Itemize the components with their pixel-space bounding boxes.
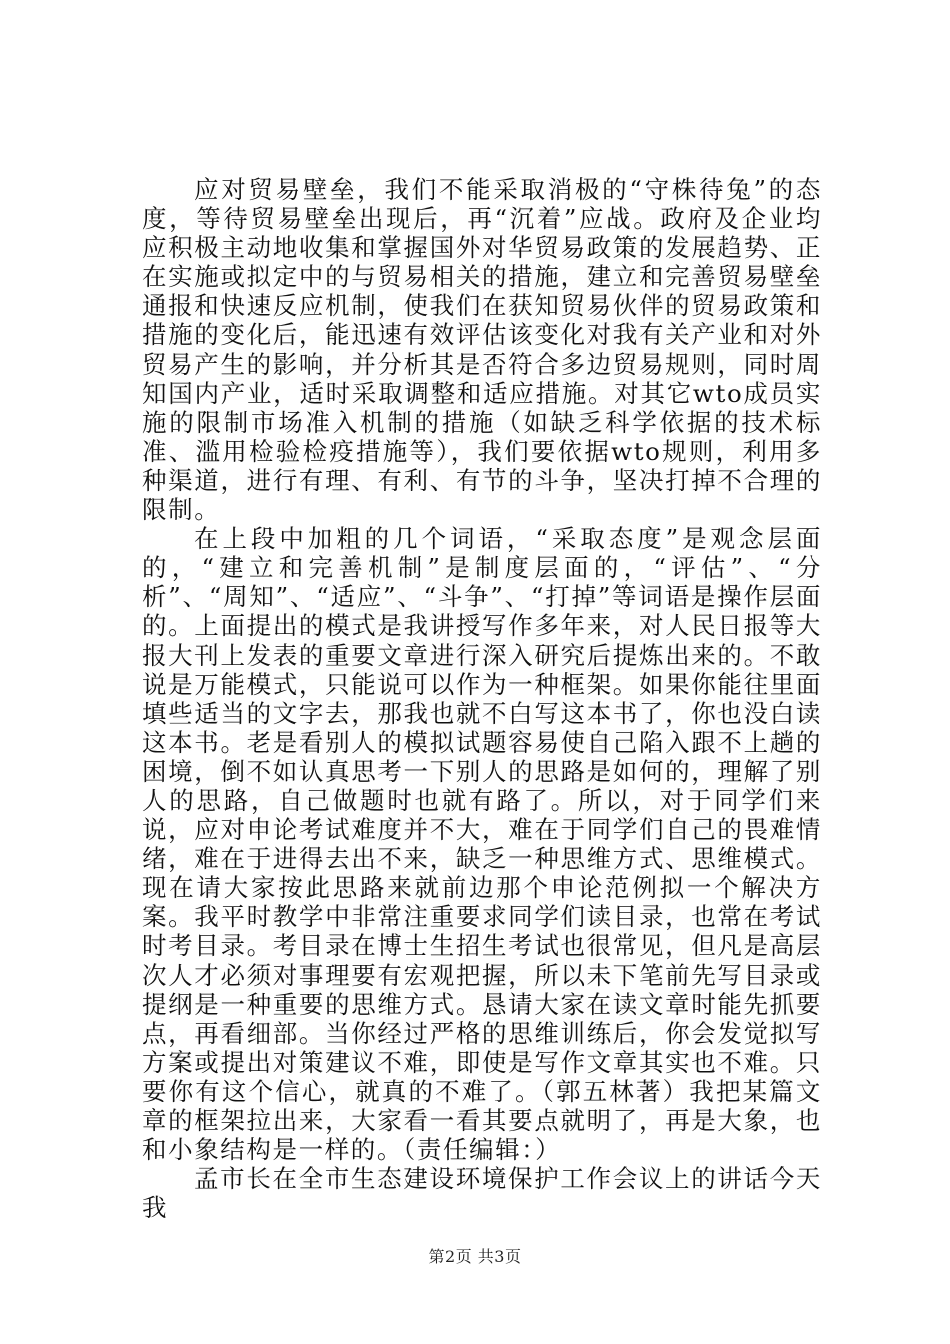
paragraph-mayor-speech: 孟市长在全市生态建设环境保护工作会议上的讲话今天我 [142, 1164, 822, 1223]
page-number-footer: 第2页 共3页 [428, 1247, 522, 1266]
paragraph-trade-barriers: 应对贸易壁垒，我们不能采取消极的“守株待兔”的态度，等待贸易壁垒出现后，再“沉着”应战。政府及企业均应积极主动地收集和掌握国外对华贸易政策的发展趋势、正在实施或拟定中的与贸易相关的措施，建立和完善贸易壁垒通报和快速反应机制，使我们在获知贸易伙伴的贸易政策和措施的变化后，能迅速有效评估该变化对我有关产业和对外贸易产生的影响，并分析其是否符合多边贸易规则，同时周知国内产业，适时采取调整和适应措施。对其它wto成员实施的限制市场准入机制的措施（如缺乏科学依据的技术标准、滥用检验检疫措施等），我们要依据wto规则，利用多种渠道，进行有理、有利、有节的斗争，坚决打掉不合理的限制。 [142, 175, 822, 525]
document-body [142, 175, 822, 1222]
paragraph-writing-model: 在上段中加粗的几个词语，“采取态度”是观念层面的，“建立和完善机制”是制度层面的，“评估”、“分析”、“周知”、“适应”、“斗争”、“打掉”等词语是操作层面的。上面提出的模式是我讲授写作多年来，对人民日报等大报大刊上发表的重要文章进行深入研究后提炼出来的。不敢说是万能模式，只能说可以作为一种框架。如果你能往里面填些适当的文字去，那我也就不白写这本书了，你也没白读这本书。老是看别人的模拟试题容易使自己陷入跟不上趟的困境，倒不如认真思考一下别人的思路是如何的，理解了别人的思路，自己做题时也就有路了。所以，对于同学们来说，应对申论考试难度并不大，难在于同学们自己的畏难情绪，难在于进得去出不来，缺乏一种思维方式、思维模式。现在请大家按此思路来就前边那个申论范例拟一个解决方案。我平时教学中非常注重要求同学们读目录，也常在考试时考目录。考目录在博士生招生考试也很常见，但凡是高层次人才必须对事理要有宏观把握，所以未下笔前先写目录或提纲是一种重要的思维方式。恳请大家在读文章时能先抓要点，再看细部。当你经过严格的思维训练后，你会发觉拟写方案或提出对策建议不难，即使是写作文章其实也不难。只要你有这个信心，就真的不难了。（郭五林著）我把某篇文章的框架拉出来，大家看一看其要点就明了，再是大象，也和小象结构是一样的。（责任编辑：） [142, 524, 822, 1165]
